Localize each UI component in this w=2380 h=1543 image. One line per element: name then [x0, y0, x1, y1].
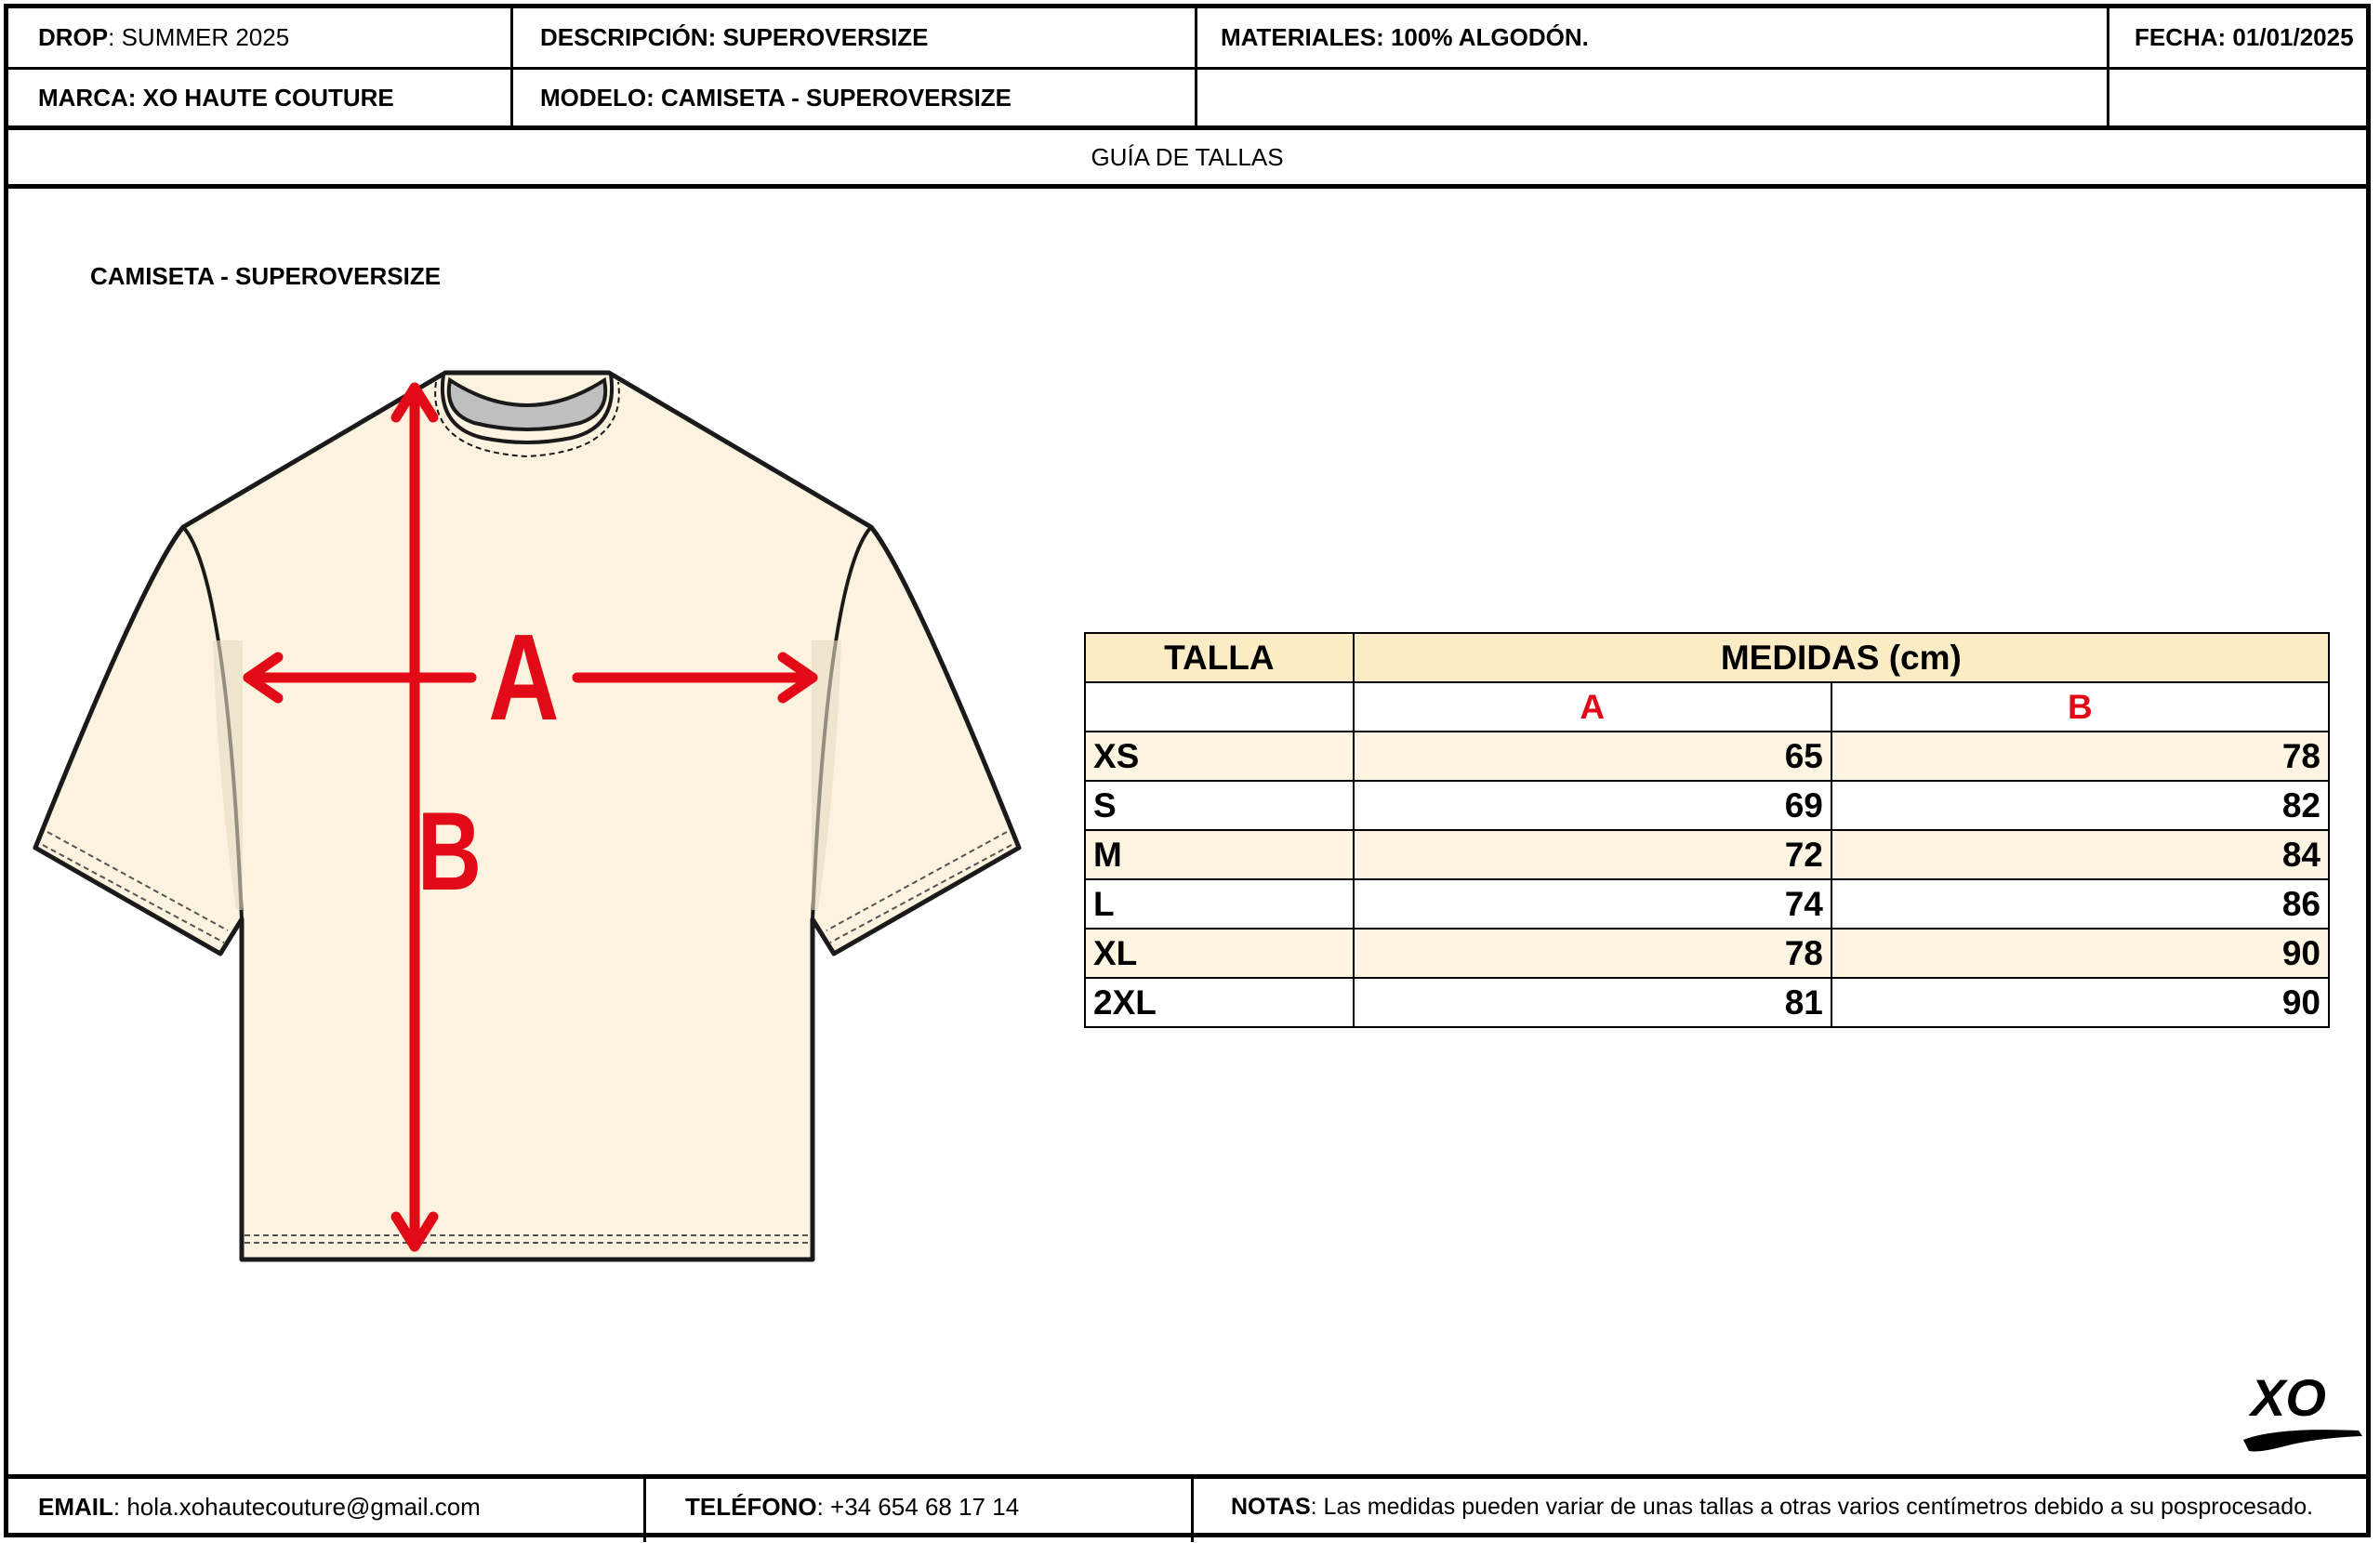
email-field [38, 1479, 481, 1535]
section-bottom-border [8, 184, 2366, 189]
garment-title: CAMISETA - SUPEROVERSIZE [90, 261, 442, 290]
measure-b-cell: 86 [1831, 879, 2329, 929]
size-cell: S [1085, 781, 1354, 830]
measure-a-cell: 72 [1354, 830, 1831, 879]
tshirt-body-shape [35, 373, 1019, 1259]
table-header-row [1085, 633, 2329, 682]
table-row [1085, 879, 2329, 929]
measure-a-cell: 81 [1354, 978, 1831, 1027]
size-cell: L [1085, 879, 1354, 929]
drop-field [38, 8, 289, 67]
measure-a-cell: 74 [1354, 879, 1831, 929]
measure-b-cell: 90 [1831, 978, 2329, 1027]
col-size-header: TALLA [1085, 633, 1354, 682]
col-b-header: B [1831, 682, 2329, 732]
size-cell: 2XL [1085, 978, 1354, 1027]
label-b: B [416, 789, 483, 915]
fecha-field: FECHA: 01/01/2025 [2135, 23, 2354, 51]
measure-b-cell: 82 [1831, 781, 2329, 830]
phone-label: TELÉFONO [685, 1492, 817, 1521]
footer-col-divider [1191, 1477, 1194, 1542]
header-col-divider [1195, 8, 1197, 127]
xo-brand-logo-icon [2240, 1365, 2370, 1468]
email-value: : hola.xohautecouture@gmail.com [112, 1492, 481, 1521]
materiales-field: MATERIALES: 100% ALGODÓN. [1221, 23, 1589, 51]
measure-b-cell: 78 [1831, 732, 2329, 781]
footer-col-divider [643, 1477, 646, 1542]
table-row [1085, 830, 2329, 879]
measure-a-cell: 65 [1354, 732, 1831, 781]
table-row [1085, 929, 2329, 978]
logo-text: XO [2251, 1368, 2326, 1427]
modelo-field: MODELO: CAMISETA - SUPEROVERSIZE [540, 83, 1012, 112]
table-row [1085, 978, 2329, 1027]
measure-a-cell: 69 [1354, 781, 1831, 830]
empty-cell [1085, 682, 1354, 732]
email-label: EMAIL [38, 1492, 113, 1521]
phone-value: : +34 654 68 17 14 [816, 1492, 1020, 1521]
drop-label: DROP [38, 23, 109, 51]
measure-b-cell: 90 [1831, 929, 2329, 978]
measure-a-cell: 78 [1354, 929, 1831, 978]
col-a-header: A [1354, 682, 1831, 732]
tshirt-diagram [27, 362, 1050, 1273]
drop-value: : SUMMER 2025 [108, 23, 290, 51]
section-title: GUÍA DE TALLAS [1091, 142, 1284, 171]
notes-field [1231, 1479, 2313, 1535]
tech-sheet [4, 4, 2371, 1537]
measure-b-cell: 84 [1831, 830, 2329, 879]
phone-field [685, 1479, 1019, 1535]
table-row [1085, 732, 2329, 781]
size-chart-table [1084, 632, 2330, 1028]
size-cell: M [1085, 830, 1354, 879]
logo-brush-stroke [2243, 1430, 2362, 1451]
descripcion-field: DESCRIPCIÓN: SUPEROVERSIZE [540, 23, 929, 51]
table-subheader-row [1085, 682, 2329, 732]
marca-field: MARCA: XO HAUTE COUTURE [38, 83, 394, 112]
notes-value: : Las medidas pueden variar de unas tallas a otras varios centímetros debido a su posprocesado. [1310, 1493, 2314, 1520]
header-col-divider [2107, 8, 2109, 127]
col-measures-header: MEDIDAS (cm) [1354, 633, 2329, 682]
table-row [1085, 781, 2329, 830]
header-col-divider [510, 8, 513, 127]
notes-label: NOTAS [1231, 1493, 1311, 1520]
size-cell: XS [1085, 732, 1354, 781]
label-a: A [488, 609, 560, 746]
size-cell: XL [1085, 929, 1354, 978]
